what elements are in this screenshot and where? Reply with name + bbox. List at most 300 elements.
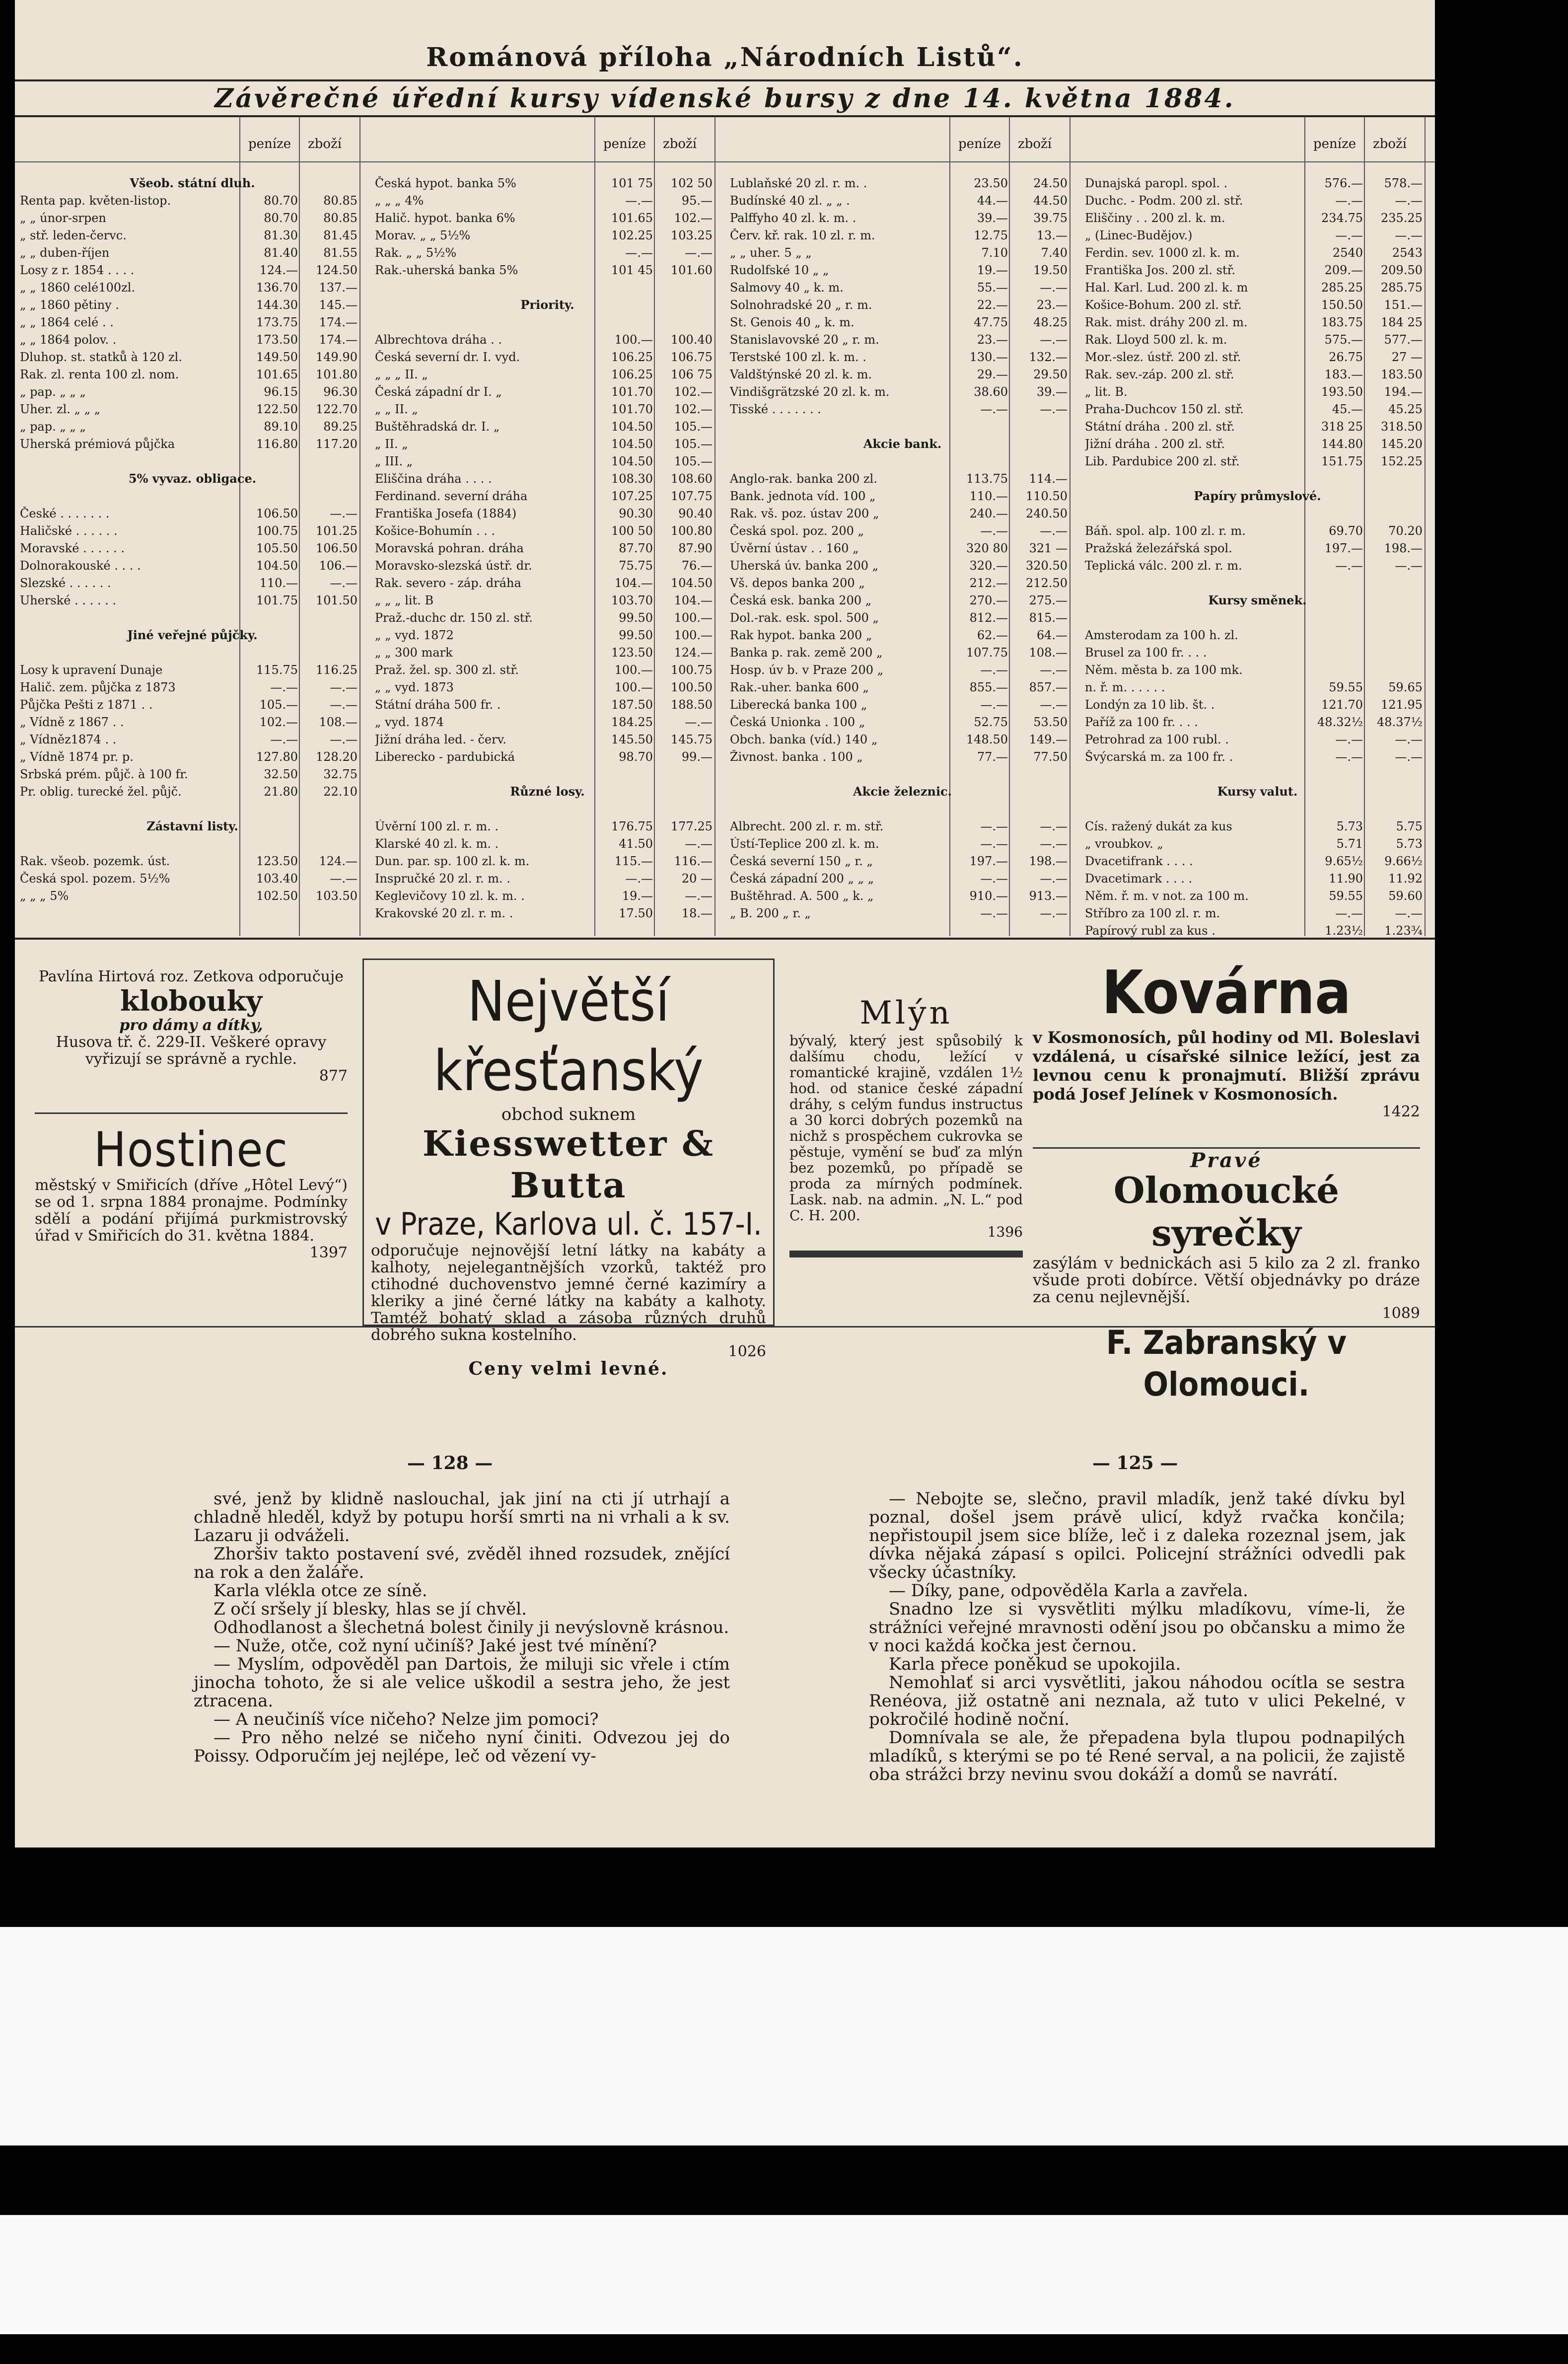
security-name: Pr. oblig. turecké žel. půjč.: [20, 785, 182, 799]
table-row: [15, 194, 370, 208]
table-row: [1080, 437, 1435, 451]
goods-price: 101.60: [671, 263, 713, 277]
goods-price: 1.23¾: [1384, 924, 1423, 938]
security-name: Obch. banka (víd.) 140 „: [730, 733, 878, 746]
money-price: 5.73: [1336, 819, 1363, 833]
security-name: Klarské 40 zl. k. m. .: [375, 837, 499, 851]
security-name: Banka p. rak. země 200 „: [730, 646, 883, 660]
security-name: Stříbro za 100 zl. r. m.: [1085, 906, 1220, 920]
table-row: [725, 263, 1080, 277]
table-row: [370, 576, 725, 590]
security-name: Dvacetifrank . . . .: [1085, 854, 1193, 868]
goods-price: —.—: [330, 576, 357, 590]
ad-smithy-text: v Kosmonosích, půl hodiny od Ml. Boleslavi vzdálená, u císařské silnice ležící, jest za levnou cenu k pronajmutí. Bližší zprávu podá Josef Jelínek v Kosmonosích.: [1033, 1028, 1420, 1104]
money-price: 26.75: [1329, 350, 1363, 364]
money-price: 104.—: [614, 576, 653, 590]
exchange-title: Závěrečné úřední kursy vídenské bursy z dne 14. května 1884.: [214, 83, 1235, 114]
table-row: [1080, 854, 1435, 868]
goods-price: 108.—: [1029, 646, 1068, 660]
story-paragraph: Z očí sršely jí blesky, hlas se jí chvěl.: [214, 1599, 527, 1619]
money-price: 80.70: [264, 194, 298, 208]
story-paragraph: — Pro něho nelzé se ničeho nyní činiti. Odvezou jej do Poissy. Odporučím jej nejlépe, leč od vězení vy-: [194, 1728, 730, 1766]
money-price: 104.50: [611, 420, 653, 434]
exchange-section: [725, 117, 1080, 936]
table-row: [725, 472, 1080, 486]
money-price: 105.50: [256, 541, 298, 555]
security-name: Švýcarská m. za 100 fr. .: [1085, 750, 1233, 764]
section-heading: [370, 785, 725, 799]
table-row: [370, 211, 725, 225]
goods-price: —.—: [1395, 559, 1423, 573]
money-price: 101.65: [256, 368, 298, 381]
goods-price: 64.—: [1036, 628, 1068, 642]
goods-price: 110.50: [1026, 489, 1068, 503]
money-price: 77.—: [977, 750, 1008, 764]
goods-price: 103.50: [316, 889, 357, 903]
security-name: Hosp. úv b. v Praze 200 „: [730, 663, 884, 677]
money-price: 100.75: [256, 524, 298, 538]
money-price: 62.—: [977, 628, 1008, 642]
money-price: 39.—: [977, 211, 1008, 225]
money-price: 1.23½: [1325, 924, 1363, 938]
security-name: „ „ „ lit. B: [375, 593, 434, 607]
table-row: [370, 315, 725, 329]
security-name: „ B. 200 „ r. „: [730, 906, 811, 920]
table-row: [1080, 211, 1435, 225]
story-paragraph: své, jenž by klidně naslouchal, jak jiní na cti jí utrhají a chladně hleděl, když by potupu horší smrti na ni vrhali a k sv. Lazaru ji odváželi.: [194, 1489, 730, 1546]
money-price: 99.50: [619, 628, 653, 642]
goods-price: 198.—: [1384, 541, 1423, 555]
goods-price: 2543: [1392, 246, 1423, 260]
security-name: Teplická válc. 200 zl. r. m.: [1085, 559, 1242, 573]
goods-price: 18.—: [681, 906, 713, 920]
money-price: —.—: [980, 524, 1008, 538]
ad-hats-number: 877: [319, 1067, 348, 1085]
security-name: Živnost. banka . 100 „: [730, 750, 863, 764]
security-name: Jižní dráha led. - červ.: [375, 733, 506, 746]
money-price: 81.40: [264, 246, 298, 260]
ad-cheese-text: zasýlám v bednickách asi 5 kilo za 2 zl. franko všude proti dobírce. Větší objednávky po dráze za cenu nejlevnější.: [1033, 1254, 1420, 1306]
story-paragraph: Domnívala se ale, že přepadena byla tlupou podnapilých mladíků, s kterými se po té René serval, a na policii, že zajistě oba strážci brzy nevinu svou dokáží a domů se navrátí.: [869, 1728, 1405, 1784]
money-price: 151.75: [1321, 454, 1363, 468]
money-price: 193.50: [1321, 385, 1363, 399]
money-price: 23.—: [977, 333, 1008, 347]
goods-price: 857.—: [1029, 680, 1068, 694]
ad-cloth-sub: obchod suknem: [501, 1105, 636, 1124]
goods-price: 59.65: [1388, 680, 1423, 694]
security-name: Česká severní dr. I. vyd.: [375, 350, 520, 364]
money-price: —.—: [980, 837, 1008, 851]
table-row: [370, 263, 725, 277]
goods-price: 45.25: [1388, 402, 1423, 416]
exchange-section: [15, 117, 370, 936]
money-price: 197.—: [969, 854, 1008, 868]
table-row: [370, 489, 725, 503]
goods-price: 114.—: [1029, 472, 1068, 486]
money-price: 101.70: [611, 402, 653, 416]
money-price: 212.—: [969, 576, 1008, 590]
story-paragraph: Snadno lze si vysvětliti mýlku mladíkovu, víme-li, že strážníci veřejné mravnosti odění jsou po občansku a mimo že v noci každá kočka jest černou.: [869, 1599, 1405, 1656]
goods-price: 275.—: [1029, 593, 1068, 607]
goods-price: —.—: [330, 698, 357, 712]
money-price: 5.71: [1336, 837, 1363, 851]
table-bottom-rule: [15, 938, 1435, 940]
security-name: Lib. Pardubice 200 zl. stř.: [1085, 454, 1240, 468]
table-row: [370, 646, 725, 660]
table-row: [1080, 680, 1435, 694]
money-price: 122.50: [256, 402, 298, 416]
money-price: 144.80: [1321, 437, 1363, 451]
money-price: 123.50: [256, 854, 298, 868]
table-row: [725, 194, 1080, 208]
security-name: Albrechtova dráha . .: [375, 333, 502, 347]
goods-price: 128.20: [316, 750, 357, 764]
goods-price: 174.—: [319, 333, 357, 347]
security-name: Paříž za 100 fr. . . .: [1085, 715, 1198, 729]
table-row: [1080, 646, 1435, 660]
money-price: —.—: [980, 663, 1008, 677]
security-name: Anglo-rak. banka 200 zl.: [730, 472, 877, 486]
ad-divider: [35, 1112, 348, 1114]
money-price: 104.50: [256, 559, 298, 573]
table-row: [370, 889, 725, 903]
table-row: [370, 437, 725, 451]
goods-price: 183.50: [1381, 368, 1423, 381]
goods-price: 29.50: [1033, 368, 1068, 381]
security-name: Amsterodam za 100 h. zl.: [1085, 628, 1238, 642]
table-row: [725, 646, 1080, 660]
money-price: 110.—: [969, 489, 1008, 503]
security-name: Liberecká banka 100 „: [730, 698, 867, 712]
table-row: [370, 507, 725, 520]
ad-inn-text: městský v Smiřicích (dříve „Hôtel Levý“) se od 1. srpna 1884 pronajme. Podmínky sdělí a podání přijímá purkmistrovský úřad v Smiřicích do 31. května 1884.: [35, 1177, 348, 1245]
table-row: [15, 298, 370, 312]
money-price: 106.25: [611, 368, 653, 381]
money-price: 23.50: [974, 176, 1008, 190]
money-price: 55.—: [977, 281, 1008, 295]
security-name: Rak. severo - záp. dráha: [375, 576, 521, 590]
goods-price: 815.—: [1029, 611, 1068, 625]
section-heading: [15, 176, 370, 190]
goods-price: 212.50: [1026, 576, 1068, 590]
table-row: [725, 715, 1080, 729]
security-name: Dol.-rak. esk. spol. 500 „: [730, 611, 879, 625]
table-row: [1080, 750, 1435, 764]
goods-price: 107.75: [671, 489, 713, 503]
table-row: [725, 767, 1080, 781]
table-row: [370, 733, 725, 746]
security-name: Praž. žel. sp. 300 zl. stř.: [375, 663, 519, 677]
goods-price: —.—: [1040, 906, 1068, 920]
money-price: 136.70: [256, 281, 298, 295]
table-row: [15, 872, 370, 886]
security-name: Česká Unionka . 100 „: [730, 715, 865, 729]
table-row: [725, 837, 1080, 851]
money-price: 320.—: [969, 559, 1008, 573]
money-price: 149.50: [256, 350, 298, 364]
section-heading: [370, 298, 725, 312]
security-name: Ferdin. sev. 1000 zl. k. m.: [1085, 246, 1240, 260]
goods-price: 20 —: [681, 872, 713, 886]
table-row: [1080, 472, 1435, 486]
security-name: Dluhop. st. statků à 120 zl.: [20, 350, 182, 364]
table-row: [1080, 402, 1435, 416]
goods-price: —.—: [1040, 663, 1068, 677]
goods-price: —.—: [1040, 837, 1068, 851]
story-paragraph: — Myslím, odpověděl pan Dartois, že miluji sic vřele i ctím jinocha tohoto, že si ale velice uškodil a sestra jeho, že jest ztracena.: [194, 1654, 730, 1711]
goods-price: 100.80: [671, 524, 713, 538]
story-paragraph: — Díky, pane, odpověděla Karla a zavřela.: [889, 1581, 1248, 1601]
goods-price: 53.50: [1033, 715, 1068, 729]
story-paragraph: — A neučiníš více ničeho? Nelze jim pomoci?: [214, 1709, 599, 1729]
table-row: [1080, 611, 1435, 625]
security-name: Rak. Lloyd 500 zl. k. m.: [1085, 333, 1227, 347]
money-price: 240.—: [969, 507, 1008, 520]
table-row: [370, 872, 725, 886]
table-row: [15, 524, 370, 538]
security-name: Tisské . . . . . . .: [730, 402, 821, 416]
money-price: 102.25: [611, 228, 653, 242]
security-name: Halič. zem. půjčka z 1873: [20, 680, 176, 694]
money-price: 104.50: [611, 437, 653, 451]
scan-blank-area: [0, 1927, 1568, 2145]
security-name: Priority.: [520, 298, 574, 312]
security-name: „ vroubkov. „: [1085, 837, 1163, 851]
table-row: [15, 350, 370, 364]
money-price: 90.30: [619, 507, 653, 520]
table-row: [370, 663, 725, 677]
table-row: [725, 315, 1080, 329]
money-price: —.—: [625, 246, 653, 260]
goods-price: 100.40: [671, 333, 713, 347]
security-name: Eliščiny . . 200 zl. k. m.: [1085, 211, 1225, 225]
goods-price: 145.—: [319, 298, 357, 312]
money-price: 81.30: [264, 228, 298, 242]
table-row: [1080, 663, 1435, 677]
security-name: Keglevičovy 10 zl. k. m. .: [375, 889, 525, 903]
money-price: 87.70: [619, 541, 653, 555]
table-row: [725, 593, 1080, 607]
page-number-left: — 128 —: [407, 1453, 493, 1474]
goods-price: 80.85: [323, 194, 357, 208]
security-name: „ „ „ 4%: [375, 194, 424, 208]
table-row: [725, 889, 1080, 903]
security-name: Něm. města b. za 100 mk.: [1085, 663, 1243, 677]
goods-price: 145.20: [1381, 437, 1423, 451]
story-left-column: [194, 1490, 730, 1766]
table-row: [15, 559, 370, 573]
money-price: 123.50: [611, 646, 653, 660]
security-name: Rak. „ „ 5½%: [375, 246, 457, 260]
security-name: Ústí-Teplice 200 zl. k. m.: [730, 837, 879, 851]
table-row: [370, 333, 725, 347]
section-heading: [15, 472, 370, 486]
security-name: Františka Josefa (1884): [375, 507, 517, 520]
money-price: 22.—: [977, 298, 1008, 312]
goods-price: 577.—: [1384, 333, 1423, 347]
ad-hats-address: Husova tř. č. 229-II. Veškeré opravy vyřizují se správně a rychle.: [56, 1034, 327, 1068]
scan-border-3: [0, 2334, 1568, 2364]
security-name: Úvěrní 100 zl. r. m. .: [375, 819, 499, 833]
money-price: 44.—: [977, 194, 1008, 208]
table-row: [15, 646, 370, 660]
money-price: —.—: [1335, 906, 1363, 920]
table-row: [725, 524, 1080, 538]
goods-price: 105.—: [674, 437, 713, 451]
table-row: [725, 541, 1080, 555]
money-price: 106.50: [256, 507, 298, 520]
goods-price: 132.—: [1029, 350, 1068, 364]
security-name: Haličské . . . . . .: [20, 524, 118, 538]
goods-price: 151.—: [1384, 298, 1423, 312]
table-row: [370, 802, 725, 816]
security-name: Palffyho 40 zl. k. m. .: [730, 211, 856, 225]
section-heading: [15, 628, 370, 642]
table-row: [1080, 541, 1435, 555]
security-name: Červ. kř. rak. 10 zl. r. m.: [730, 228, 875, 242]
goods-price: 105.—: [674, 454, 713, 468]
table-row: [725, 628, 1080, 642]
table-row: [725, 872, 1080, 886]
money-price: 102.—: [259, 715, 298, 729]
goods-price: 19.50: [1033, 263, 1068, 277]
security-name: n. ř. m. . . . . .: [1085, 680, 1165, 694]
table-row: [370, 819, 725, 833]
security-name: Dvacetimark . . . .: [1085, 872, 1193, 886]
money-price: 21.80: [264, 785, 298, 799]
security-name: „ vyd. 1874: [375, 715, 444, 729]
table-row: [1080, 819, 1435, 833]
security-name: Petrohrad za 100 rubl. .: [1085, 733, 1229, 746]
goods-price: 100.75: [671, 663, 713, 677]
table-row: [1080, 420, 1435, 434]
table-row: [725, 176, 1080, 190]
table-row: [725, 680, 1080, 694]
security-name: Buštěhrad. A. 500 „ k. „: [730, 889, 874, 903]
section-heading: [1080, 785, 1435, 799]
goods-price: 137.—: [319, 281, 357, 295]
money-price: 115.—: [614, 854, 653, 868]
table-row: [370, 767, 725, 781]
goods-price: 108.60: [671, 472, 713, 486]
ad-mill-number: 1396: [987, 1224, 1023, 1240]
money-price: —.—: [270, 733, 298, 746]
column-header-money: peníze: [1313, 137, 1356, 151]
security-name: „ „ duben-říjen: [20, 246, 110, 260]
goods-price: 320.50: [1026, 559, 1068, 573]
security-name: Uherská úv. banka 200 „: [730, 559, 879, 573]
security-name: Terstské 100 zl. k. m. .: [730, 350, 866, 364]
supplement-header: Románová příloha „Národních Listů“.: [426, 42, 1024, 73]
table-row: [370, 420, 725, 434]
section-heading: [725, 785, 1080, 799]
ad-smithy: [1033, 959, 1420, 1120]
goods-price: 103.25: [671, 228, 713, 242]
table-row: [725, 385, 1080, 399]
ad-cheese-pre: Pravé: [1190, 1149, 1263, 1172]
money-price: 173.75: [256, 315, 298, 329]
money-price: 11.90: [1329, 872, 1363, 886]
security-name: „ „ uher. 5 „ „: [730, 246, 812, 260]
security-name: Krakovské 20 zl. r. m. .: [375, 906, 513, 920]
money-price: 148.50: [966, 733, 1008, 746]
goods-price: 124.—: [674, 646, 713, 660]
money-price: 209.—: [1324, 263, 1363, 277]
money-price: 234.75: [1321, 211, 1363, 225]
security-name: Košice-Bohumín . . .: [375, 524, 496, 538]
table-row: [15, 576, 370, 590]
security-name: „ „ 300 mark: [375, 646, 453, 660]
security-name: Kursy směnek.: [1208, 593, 1307, 607]
money-price: —.—: [1335, 194, 1363, 208]
goods-price: 235.25: [1381, 211, 1423, 225]
money-price: 107.25: [611, 489, 653, 503]
security-name: Albrecht. 200 zl. r. m. stř.: [730, 819, 884, 833]
security-name: Vindišgrätzské 20 zl. k. m.: [730, 385, 890, 399]
table-row: [370, 593, 725, 607]
table-row: [370, 715, 725, 729]
money-price: 115.75: [256, 663, 298, 677]
money-price: 99.50: [619, 611, 653, 625]
goods-price: 11.92: [1388, 872, 1423, 886]
money-price: 80.70: [264, 211, 298, 225]
table-row: [1080, 524, 1435, 538]
table-row: [15, 889, 370, 903]
section-heading: [725, 437, 1080, 451]
goods-price: —.—: [330, 680, 357, 694]
goods-price: 22.10: [323, 785, 357, 799]
table-row: [370, 246, 725, 260]
table-row: [15, 541, 370, 555]
table-row: [725, 420, 1080, 434]
goods-price: 87.90: [678, 541, 713, 555]
table-row: [1080, 715, 1435, 729]
security-name: Budínské 40 zl. „ „ .: [730, 194, 850, 208]
table-row: [370, 698, 725, 712]
table-row: [15, 333, 370, 347]
table-row: [1080, 368, 1435, 381]
table-row: [15, 420, 370, 434]
table-row: [370, 454, 725, 468]
table-row: [1080, 298, 1435, 312]
table-row: [370, 472, 725, 486]
goods-price: —.—: [330, 872, 357, 886]
security-name: Rak. všeob. pozemk. úst.: [20, 854, 170, 868]
security-name: Moravsko-slezská ústř. dr.: [375, 559, 532, 573]
scan-blank-area-2: [0, 2215, 1568, 2334]
money-price: 107.75: [966, 646, 1008, 660]
security-name: Kursy valut.: [1217, 785, 1298, 799]
table-row: [15, 507, 370, 520]
table-row: [725, 750, 1080, 764]
money-price: 100 50: [611, 524, 653, 538]
goods-price: 48.25: [1033, 315, 1068, 329]
ad-inn-number: 1397: [309, 1244, 348, 1261]
goods-price: 188.50: [671, 698, 713, 712]
table-row: [15, 611, 370, 625]
goods-price: —.—: [1395, 750, 1423, 764]
table-row: [725, 298, 1080, 312]
money-price: 69.70: [1329, 524, 1363, 538]
table-row: [1080, 733, 1435, 746]
goods-price: 101.25: [316, 524, 357, 538]
goods-price: 100.—: [674, 611, 713, 625]
security-name: Půjčka Pešti z 1871 . .: [20, 698, 153, 712]
table-row: [725, 663, 1080, 677]
goods-price: 7.40: [1041, 246, 1068, 260]
security-name: Státní dráha . 200 zl. stř.: [1085, 420, 1235, 434]
money-price: 320 80: [966, 541, 1008, 555]
